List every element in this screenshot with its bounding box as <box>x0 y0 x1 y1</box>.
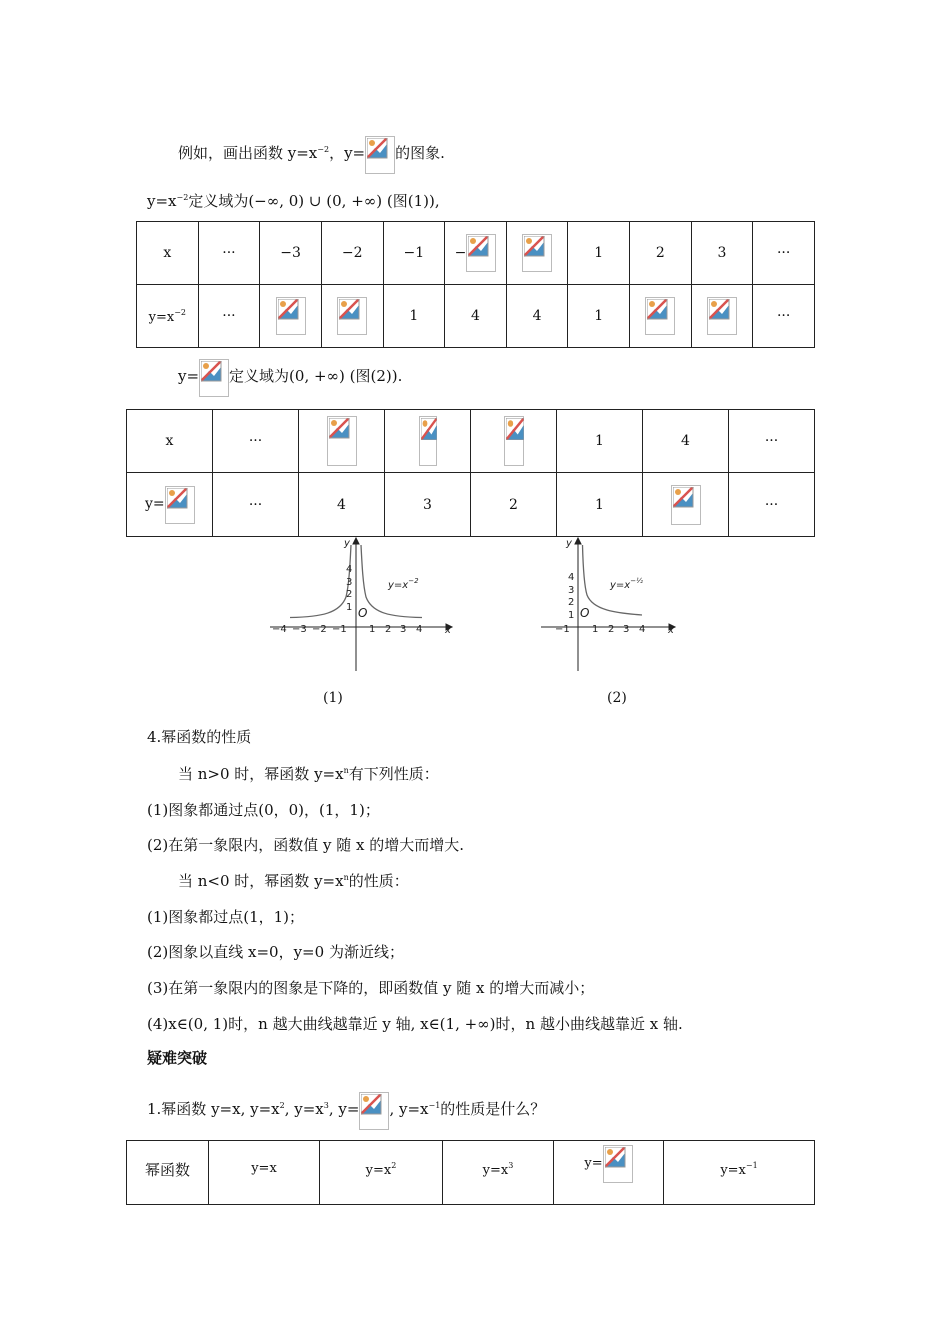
table-cell <box>260 285 322 348</box>
q1-exp: −1 <box>428 1101 441 1110</box>
row-label-exp: −2 <box>174 307 186 317</box>
table-cell: 2 <box>471 473 557 537</box>
graph-1 <box>262 535 462 675</box>
q1-exp: 2 <box>279 1101 285 1110</box>
y-axis-label: y <box>344 538 350 549</box>
row-label: y=x <box>148 309 175 325</box>
x-axis-label: x <box>445 625 451 636</box>
table-cell: −3 <box>260 222 322 285</box>
cell-exp: 2 <box>391 1161 397 1170</box>
y-axis-label: y <box>566 538 572 549</box>
table-cell <box>320 1141 443 1205</box>
table-cell: 3 <box>691 222 753 285</box>
table-cell <box>445 222 507 285</box>
broken-image-icon <box>645 297 675 335</box>
pos-intro-text: 当 n>0 时，幂函数 y=x <box>178 765 344 783</box>
graph-2 <box>535 535 685 675</box>
property-item: (1)图象都过点(1，1)； <box>147 908 305 926</box>
q1-text: 1.幂函数 y=x, y=x <box>147 1100 280 1118</box>
broken-image-icon <box>165 486 195 524</box>
table-row <box>127 1141 815 1205</box>
broken-image-icon <box>603 1145 633 1183</box>
y-tick: 4 <box>568 572 575 583</box>
x-tick: −1 <box>555 624 570 635</box>
table-row <box>127 473 815 537</box>
table-cell <box>137 285 199 348</box>
y-tick: 2 <box>346 589 353 600</box>
origin-label: O <box>358 606 368 620</box>
table-row <box>137 285 815 348</box>
x-tick: 1 <box>592 624 599 635</box>
domain2-func: y= <box>178 367 200 385</box>
neg-intro-text: 当 n<0 时，幂函数 y=x <box>178 872 344 890</box>
table-cell: 3 <box>385 473 471 537</box>
domain2-line <box>178 359 402 397</box>
table-cell: ··· <box>213 410 299 473</box>
power-function-table <box>126 1140 815 1205</box>
q1-text: , y= <box>328 1100 360 1118</box>
pos-intro <box>178 763 439 784</box>
table-cell <box>127 473 213 537</box>
value-table-2 <box>126 409 815 537</box>
table-cell: 1 <box>568 222 630 285</box>
cell-exp: −1 <box>745 1161 758 1170</box>
table-cell: 1 <box>568 285 630 348</box>
domain1-func: y=x <box>147 192 177 210</box>
table-cell: 2 <box>630 222 692 285</box>
table-cell <box>321 285 383 348</box>
x-tick: 2 <box>608 624 615 635</box>
x-axis-label: x <box>668 625 674 636</box>
pos-intro-exp: n <box>343 766 349 775</box>
broken-image-icon <box>365 136 395 174</box>
table-cell: ··· <box>753 285 815 348</box>
domain1-text: 定义域为(−∞, 0) ∪ (0, +∞) (图(1)), <box>188 192 440 210</box>
section-title: 4.幂函数的性质 <box>147 728 252 746</box>
x-tick: −1 <box>332 624 347 635</box>
table-cell <box>630 285 692 348</box>
y-tick: 3 <box>346 577 353 588</box>
table-cell: ··· <box>198 285 260 348</box>
table-cell: 1 <box>557 473 643 537</box>
x-tick: 3 <box>623 624 630 635</box>
q1-text: , y=x <box>284 1100 324 1118</box>
table-cell: −1 <box>383 222 445 285</box>
table-cell: x <box>137 222 199 285</box>
y-tick: 2 <box>568 597 575 608</box>
table-cell: 4 <box>643 410 729 473</box>
table-cell <box>385 410 471 473</box>
broken-image-icon <box>671 485 701 525</box>
neg-intro-tail: 的性质： <box>348 872 409 890</box>
broken-image-icon <box>419 416 437 466</box>
table-cell: 4 <box>299 473 385 537</box>
function-label: $y=x^{-\frac{1}{2}}$ <box>610 577 643 591</box>
section-heading: 疑难突破 <box>147 1049 208 1067</box>
intro-exp: −2 <box>317 145 330 154</box>
table-row <box>127 410 815 473</box>
origin-label: O <box>580 606 590 620</box>
cell-text: y= <box>584 1156 603 1171</box>
broken-image-icon <box>359 1092 389 1130</box>
x-tick: 2 <box>385 624 392 635</box>
x-tick: 1 <box>369 624 376 635</box>
table-cell <box>643 473 729 537</box>
x-tick: 3 <box>400 624 407 635</box>
x-tick: −4 <box>272 624 287 635</box>
broken-image-icon <box>466 234 496 272</box>
figure-caption-2: (2) <box>607 690 627 706</box>
y-tick: 3 <box>568 585 575 596</box>
curve-left <box>290 545 351 618</box>
y-tick: 1 <box>568 610 575 621</box>
question-1 <box>147 1092 545 1130</box>
broken-image-icon <box>199 359 229 397</box>
row-label: y= <box>145 495 165 512</box>
broken-image-icon <box>327 416 357 466</box>
property-item: (1)图象都通过点(0，0)，(1，1)； <box>147 801 380 819</box>
x-tick: 4 <box>639 624 646 635</box>
minus-sign: − <box>454 245 467 261</box>
property-item: (2)图象以直线 x=0，y=0 为渐近线； <box>147 943 404 961</box>
cell-text: y=x <box>720 1163 746 1178</box>
broken-image-icon <box>707 297 737 335</box>
neg-intro-exp: n <box>343 873 349 882</box>
table-cell <box>506 222 568 285</box>
table-cell <box>443 1141 554 1205</box>
pos-intro-tail: 有下列性质： <box>348 765 439 783</box>
function-label: $y=x^{-2}$ <box>388 577 419 591</box>
table-cell <box>209 1141 320 1205</box>
table-cell <box>691 285 753 348</box>
cell-exp: 3 <box>508 1161 514 1170</box>
cell-text: y=x <box>365 1163 392 1178</box>
y-tick: 4 <box>346 564 353 575</box>
cell-text: y=x <box>482 1163 509 1178</box>
table-cell <box>664 1141 815 1205</box>
intro-suffix: 的图象. <box>395 144 445 162</box>
domain1-line <box>147 190 440 211</box>
table-header-cell: 幂函数 <box>127 1141 209 1205</box>
domain1-exp: −2 <box>176 193 189 202</box>
y-tick: 1 <box>346 602 353 613</box>
value-table-1 <box>136 221 815 348</box>
q1-exp: 3 <box>323 1101 329 1110</box>
table-cell: ··· <box>729 410 815 473</box>
table-cell: ··· <box>753 222 815 285</box>
table-cell: 1 <box>383 285 445 348</box>
intro-mid: ，y= <box>329 144 366 162</box>
y-arrow-icon <box>575 538 581 544</box>
x-tick: −3 <box>292 624 307 635</box>
x-tick: 4 <box>416 624 423 635</box>
broken-image-icon <box>276 297 306 335</box>
q1-text: 的性质是什么？ <box>440 1100 546 1118</box>
intro-text: 例如，画出函数 y=x <box>178 144 318 162</box>
table-cell: 4 <box>506 285 568 348</box>
q1-text: , y=x <box>389 1100 429 1118</box>
table-cell <box>554 1141 664 1205</box>
cell-text: y=x <box>251 1161 277 1176</box>
broken-image-icon <box>504 416 524 466</box>
table-cell: 1 <box>557 410 643 473</box>
figure-caption-1: (1) <box>323 690 343 706</box>
table-cell: ··· <box>729 473 815 537</box>
broken-image-icon <box>522 234 552 272</box>
table-cell <box>471 410 557 473</box>
table-cell: x <box>127 410 213 473</box>
domain2-text: 定义域为(0, +∞) (图(2)). <box>229 367 403 385</box>
table-cell: −2 <box>321 222 383 285</box>
table-cell: ··· <box>213 473 299 537</box>
table-cell <box>299 410 385 473</box>
table-cell: ··· <box>198 222 260 285</box>
intro-line <box>178 136 445 174</box>
y-arrow-icon <box>353 538 359 544</box>
property-item: (3)在第一象限内的图象是下降的，即函数值 y 随 x 的增大而减小； <box>147 979 595 997</box>
x-tick: −2 <box>312 624 327 635</box>
neg-intro <box>178 870 409 891</box>
table-cell: 4 <box>445 285 507 348</box>
property-item: (2)在第一象限内，函数值 y 随 x 的增大而增大. <box>147 836 465 854</box>
table-row <box>137 222 815 285</box>
broken-image-icon <box>337 297 367 335</box>
property-item: (4)x∈(0, 1)时，n 越大曲线越靠近 y 轴, x∈(1, +∞)时，n 越小曲线越靠近 x 轴. <box>147 1015 683 1033</box>
